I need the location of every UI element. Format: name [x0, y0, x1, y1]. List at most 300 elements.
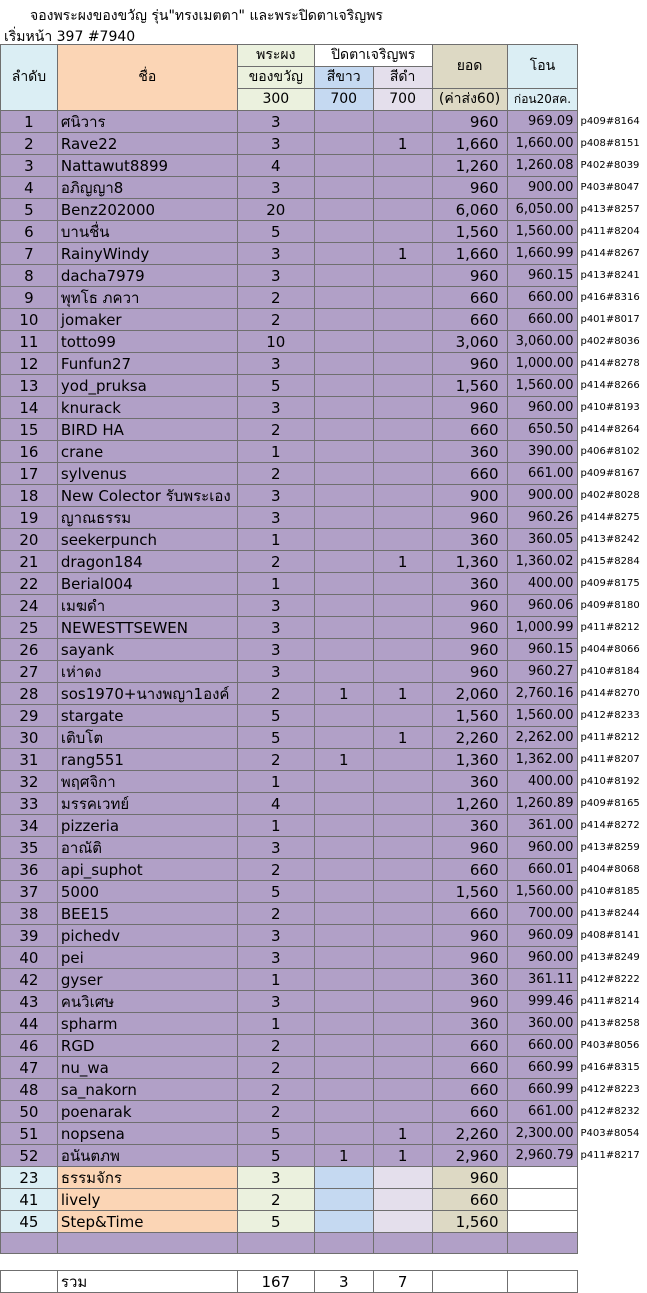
cell-name[interactable]: ศนิวาร — [57, 111, 237, 133]
cell-name[interactable]: nu_wa — [57, 1057, 237, 1079]
cell-paid[interactable]: 960.15 — [507, 639, 578, 661]
cell-phra[interactable]: 5 — [237, 705, 314, 727]
cell-ref[interactable]: p413#8249 — [578, 947, 647, 969]
cell-ref[interactable]: p414#8266 — [578, 375, 647, 397]
cell-khao[interactable] — [314, 463, 373, 485]
cell-phra[interactable]: 5 — [237, 221, 314, 243]
cell-no[interactable]: 21 — [1, 551, 58, 573]
cell-no[interactable]: 7 — [1, 243, 58, 265]
cell-ref[interactable]: p408#8141 — [578, 925, 647, 947]
cell-ref[interactable]: P403#8056 — [578, 1035, 647, 1057]
cell-dam[interactable] — [373, 265, 432, 287]
cell-dam[interactable] — [373, 1189, 432, 1211]
cell-ref[interactable]: p416#8315 — [578, 1057, 647, 1079]
blank-ref[interactable] — [578, 1233, 647, 1254]
cell-khao[interactable] — [314, 1013, 373, 1035]
cell-name[interactable]: dragon184 — [57, 551, 237, 573]
cell-phra[interactable]: 2 — [237, 749, 314, 771]
cell-paid[interactable]: 900.00 — [507, 177, 578, 199]
cell-phra[interactable]: 2 — [237, 551, 314, 573]
cell-dam[interactable] — [373, 925, 432, 947]
cell-paid[interactable]: 361.11 — [507, 969, 578, 991]
cell-ref[interactable]: p415#8284 — [578, 551, 647, 573]
cell-khao[interactable] — [314, 661, 373, 683]
cell-paid[interactable]: 660.01 — [507, 859, 578, 881]
cell-khao[interactable] — [314, 265, 373, 287]
cell-name[interactable]: เห่าดง — [57, 661, 237, 683]
cell-no[interactable]: 45 — [1, 1211, 58, 1233]
cell-khao[interactable]: 1 — [314, 683, 373, 705]
cell-no[interactable]: 28 — [1, 683, 58, 705]
cell-phra[interactable]: 1 — [237, 573, 314, 595]
cell-phra[interactable]: 3 — [237, 991, 314, 1013]
cell-yod[interactable]: 660 — [432, 1101, 507, 1123]
cell-dam[interactable] — [373, 793, 432, 815]
cell-phra[interactable]: 3 — [237, 661, 314, 683]
cell-paid[interactable] — [507, 1211, 578, 1233]
cell-no[interactable]: 36 — [1, 859, 58, 881]
cell-paid[interactable]: 1,260.89 — [507, 793, 578, 815]
cell-paid[interactable]: 660.00 — [507, 287, 578, 309]
cell-name[interactable]: seekerpunch — [57, 529, 237, 551]
cell-khao[interactable] — [314, 309, 373, 331]
cell-phra[interactable]: 3 — [237, 243, 314, 265]
cell-paid[interactable]: 960.27 — [507, 661, 578, 683]
cell-paid[interactable]: 700.00 — [507, 903, 578, 925]
cell-dam[interactable] — [373, 595, 432, 617]
cell-yod[interactable]: 660 — [432, 309, 507, 331]
cell-name[interactable]: New Colector รับพระเอง — [57, 485, 237, 507]
cell-ref[interactable] — [578, 1189, 647, 1211]
cell-ref[interactable]: p413#8257 — [578, 199, 647, 221]
cell-name[interactable]: Funfun27 — [57, 353, 237, 375]
cell-dam[interactable] — [373, 221, 432, 243]
cell-yod[interactable]: 6,060 — [432, 199, 507, 221]
cell-paid[interactable]: 400.00 — [507, 573, 578, 595]
cell-khao[interactable] — [314, 991, 373, 1013]
cell-khao[interactable] — [314, 397, 373, 419]
cell-yod[interactable]: 1,360 — [432, 551, 507, 573]
cell-name[interactable]: มรรคเวทย์ — [57, 793, 237, 815]
cell-paid[interactable]: 1,560.00 — [507, 705, 578, 727]
cell-paid[interactable]: 960.09 — [507, 925, 578, 947]
cell-paid[interactable]: 2,760.16 — [507, 683, 578, 705]
cell-yod[interactable]: 960 — [432, 991, 507, 1013]
cell-paid[interactable]: 360.05 — [507, 529, 578, 551]
cell-phra[interactable]: 3 — [237, 265, 314, 287]
blank-cell[interactable] — [57, 1233, 237, 1254]
cell-no[interactable]: 32 — [1, 771, 58, 793]
cell-no[interactable]: 26 — [1, 639, 58, 661]
cell-paid[interactable]: 960.26 — [507, 507, 578, 529]
cell-phra[interactable]: 4 — [237, 155, 314, 177]
cell-yod[interactable]: 360 — [432, 529, 507, 551]
cell-yod[interactable]: 2,260 — [432, 1123, 507, 1145]
cell-khao[interactable] — [314, 771, 373, 793]
cell-name[interactable]: Benz202000 — [57, 199, 237, 221]
cell-khao[interactable] — [314, 111, 373, 133]
cell-name[interactable]: totto99 — [57, 331, 237, 353]
cell-khao[interactable] — [314, 595, 373, 617]
cell-no[interactable]: 42 — [1, 969, 58, 991]
cell-dam[interactable] — [373, 837, 432, 859]
cell-no[interactable]: 46 — [1, 1035, 58, 1057]
cell-khao[interactable] — [314, 485, 373, 507]
cell-phra[interactable]: 2 — [237, 309, 314, 331]
header-no[interactable]: ลำดับ — [1, 45, 58, 111]
cell-no[interactable]: 44 — [1, 1013, 58, 1035]
cell-no[interactable]: 10 — [1, 309, 58, 331]
cell-no[interactable]: 13 — [1, 375, 58, 397]
cell-no[interactable]: 22 — [1, 573, 58, 595]
cell-phra[interactable]: 20 — [237, 199, 314, 221]
total-khao[interactable]: 3 — [314, 1271, 373, 1293]
cell-name[interactable]: crane — [57, 441, 237, 463]
cell-no[interactable]: 37 — [1, 881, 58, 903]
cell-name[interactable]: อาณัติ — [57, 837, 237, 859]
cell-khao[interactable] — [314, 969, 373, 991]
cell-no[interactable]: 33 — [1, 793, 58, 815]
cell-name[interactable]: RGD — [57, 1035, 237, 1057]
cell-dam[interactable] — [373, 947, 432, 969]
cell-yod[interactable]: 960 — [432, 947, 507, 969]
cell-yod[interactable]: 660 — [432, 859, 507, 881]
cell-paid[interactable]: 960.06 — [507, 595, 578, 617]
cell-no[interactable]: 15 — [1, 419, 58, 441]
cell-yod[interactable]: 1,560 — [432, 881, 507, 903]
cell-name[interactable]: RainyWindy — [57, 243, 237, 265]
cell-dam[interactable] — [373, 529, 432, 551]
cell-yod[interactable]: 660 — [432, 1189, 507, 1211]
cell-name[interactable]: บานชื่น — [57, 221, 237, 243]
cell-dam[interactable] — [373, 749, 432, 771]
cell-khao[interactable] — [314, 1211, 373, 1233]
cell-ref[interactable]: p413#8244 — [578, 903, 647, 925]
cell-paid[interactable]: 960.00 — [507, 837, 578, 859]
cell-no[interactable]: 4 — [1, 177, 58, 199]
cell-dam[interactable] — [373, 1079, 432, 1101]
cell-khao[interactable]: 1 — [314, 749, 373, 771]
cell-no[interactable]: 41 — [1, 1189, 58, 1211]
cell-phra[interactable]: 1 — [237, 1013, 314, 1035]
cell-paid[interactable]: 900.00 — [507, 485, 578, 507]
cell-yod[interactable]: 1,560 — [432, 705, 507, 727]
cell-dam[interactable]: 1 — [373, 727, 432, 749]
cell-name[interactable]: Step&Time — [57, 1211, 237, 1233]
cell-paid[interactable]: 1,560.00 — [507, 221, 578, 243]
cell-paid[interactable]: 1,660.99 — [507, 243, 578, 265]
cell-no[interactable]: 39 — [1, 925, 58, 947]
header-yod-sub[interactable]: (ค่าส่ง60) — [432, 89, 507, 111]
cell-ref[interactable]: p409#8180 — [578, 595, 647, 617]
cell-khao[interactable] — [314, 793, 373, 815]
cell-yod[interactable]: 1,560 — [432, 1211, 507, 1233]
cell-ref[interactable]: p413#8241 — [578, 265, 647, 287]
cell-khao[interactable] — [314, 617, 373, 639]
cell-yod[interactable]: 1,260 — [432, 155, 507, 177]
cell-yod[interactable]: 1,260 — [432, 793, 507, 815]
cell-paid[interactable]: 660.99 — [507, 1057, 578, 1079]
cell-no[interactable]: 27 — [1, 661, 58, 683]
cell-no[interactable]: 30 — [1, 727, 58, 749]
cell-yod[interactable]: 960 — [432, 1167, 507, 1189]
cell-name[interactable]: sayank — [57, 639, 237, 661]
cell-phra[interactable]: 2 — [237, 1101, 314, 1123]
cell-khao[interactable] — [314, 507, 373, 529]
cell-yod[interactable]: 960 — [432, 595, 507, 617]
cell-name[interactable]: api_suphot — [57, 859, 237, 881]
header-yod[interactable]: ยอด — [432, 45, 507, 89]
cell-yod[interactable]: 1,360 — [432, 749, 507, 771]
cell-phra[interactable]: 5 — [237, 727, 314, 749]
cell-phra[interactable]: 1 — [237, 771, 314, 793]
total-yod[interactable] — [432, 1271, 507, 1293]
cell-khao[interactable] — [314, 947, 373, 969]
cell-ref[interactable]: p410#8193 — [578, 397, 647, 419]
cell-name[interactable]: pizzeria — [57, 815, 237, 837]
cell-ref[interactable]: p416#8316 — [578, 287, 647, 309]
cell-paid[interactable]: 999.46 — [507, 991, 578, 1013]
cell-ref[interactable]: p414#8272 — [578, 815, 647, 837]
cell-yod[interactable]: 2,960 — [432, 1145, 507, 1167]
cell-name[interactable]: ญาณธรรม — [57, 507, 237, 529]
cell-no[interactable]: 16 — [1, 441, 58, 463]
cell-name[interactable]: pei — [57, 947, 237, 969]
cell-phra[interactable]: 5 — [237, 881, 314, 903]
cell-ref[interactable]: p414#8267 — [578, 243, 647, 265]
cell-dam[interactable] — [373, 419, 432, 441]
cell-ref[interactable]: p412#8223 — [578, 1079, 647, 1101]
cell-yod[interactable]: 660 — [432, 463, 507, 485]
cell-khao[interactable] — [314, 243, 373, 265]
cell-name[interactable]: BIRD HA — [57, 419, 237, 441]
cell-ref[interactable]: p410#8185 — [578, 881, 647, 903]
cell-ref[interactable]: p402#8036 — [578, 331, 647, 353]
cell-name[interactable]: pichedv — [57, 925, 237, 947]
cell-paid[interactable]: 960.15 — [507, 265, 578, 287]
cell-paid[interactable]: 400.00 — [507, 771, 578, 793]
cell-dam[interactable] — [373, 111, 432, 133]
cell-no[interactable]: 1 — [1, 111, 58, 133]
blank-cell[interactable] — [1, 1233, 58, 1254]
cell-dam[interactable] — [373, 375, 432, 397]
cell-ref[interactable]: p413#8258 — [578, 1013, 647, 1035]
cell-yod[interactable]: 660 — [432, 287, 507, 309]
blank-cell[interactable] — [237, 1233, 314, 1254]
cell-no[interactable]: 25 — [1, 617, 58, 639]
cell-phra[interactable]: 3 — [237, 837, 314, 859]
cell-paid[interactable]: 1,360.02 — [507, 551, 578, 573]
cell-dam[interactable]: 1 — [373, 1123, 432, 1145]
cell-ref[interactable]: p411#8212 — [578, 617, 647, 639]
cell-dam[interactable] — [373, 155, 432, 177]
blank-cell[interactable] — [507, 1233, 578, 1254]
cell-yod[interactable]: 660 — [432, 1079, 507, 1101]
cell-yod[interactable]: 1,560 — [432, 221, 507, 243]
cell-khao[interactable] — [314, 1167, 373, 1189]
cell-yod[interactable]: 660 — [432, 419, 507, 441]
cell-khao[interactable] — [314, 551, 373, 573]
cell-yod[interactable]: 1,660 — [432, 243, 507, 265]
cell-dam[interactable]: 1 — [373, 1145, 432, 1167]
cell-ref[interactable]: p402#8028 — [578, 485, 647, 507]
cell-phra[interactable]: 1 — [237, 441, 314, 463]
cell-phra[interactable]: 5 — [237, 1123, 314, 1145]
cell-yod[interactable]: 1,660 — [432, 133, 507, 155]
cell-dam[interactable]: 1 — [373, 243, 432, 265]
cell-dam[interactable] — [373, 881, 432, 903]
cell-phra[interactable]: 3 — [237, 639, 314, 661]
cell-khao[interactable] — [314, 727, 373, 749]
cell-no[interactable]: 2 — [1, 133, 58, 155]
cell-phra[interactable]: 3 — [237, 485, 314, 507]
total-blank[interactable] — [1, 1271, 58, 1293]
header-phra-line2[interactable]: ของขวัญ — [237, 67, 314, 89]
cell-phra[interactable]: 3 — [237, 111, 314, 133]
cell-ref[interactable]: P403#8054 — [578, 1123, 647, 1145]
cell-name[interactable]: gyser — [57, 969, 237, 991]
cell-no[interactable]: 14 — [1, 397, 58, 419]
cell-khao[interactable] — [314, 1101, 373, 1123]
cell-yod[interactable]: 960 — [432, 925, 507, 947]
cell-dam[interactable] — [373, 441, 432, 463]
cell-ref[interactable]: p411#8204 — [578, 221, 647, 243]
cell-paid[interactable]: 1,660.00 — [507, 133, 578, 155]
total-phra[interactable]: 167 — [237, 1271, 314, 1293]
cell-no[interactable]: 35 — [1, 837, 58, 859]
cell-paid[interactable]: 1,000.99 — [507, 617, 578, 639]
total-dam[interactable]: 7 — [373, 1271, 432, 1293]
cell-name[interactable]: rang551 — [57, 749, 237, 771]
cell-phra[interactable]: 1 — [237, 529, 314, 551]
cell-paid[interactable]: 2,262.00 — [507, 727, 578, 749]
cell-khao[interactable] — [314, 573, 373, 595]
cell-phra[interactable]: 2 — [237, 419, 314, 441]
cell-phra[interactable]: 2 — [237, 1057, 314, 1079]
cell-khao[interactable]: 1 — [314, 1145, 373, 1167]
cell-yod[interactable]: 960 — [432, 111, 507, 133]
cell-paid[interactable]: 969.09 — [507, 111, 578, 133]
cell-no[interactable]: 23 — [1, 1167, 58, 1189]
cell-phra[interactable]: 1 — [237, 969, 314, 991]
cell-paid[interactable]: 3,060.00 — [507, 331, 578, 353]
cell-khao[interactable] — [314, 1189, 373, 1211]
cell-khao[interactable] — [314, 815, 373, 837]
cell-dam[interactable]: 1 — [373, 551, 432, 573]
cell-khao[interactable] — [314, 1079, 373, 1101]
cell-phra[interactable]: 3 — [237, 1167, 314, 1189]
cell-paid[interactable]: 650.50 — [507, 419, 578, 441]
cell-ref[interactable]: p413#8242 — [578, 529, 647, 551]
cell-paid[interactable]: 661.00 — [507, 1101, 578, 1123]
cell-yod[interactable]: 960 — [432, 397, 507, 419]
cell-paid[interactable]: 2,960.79 — [507, 1145, 578, 1167]
cell-khao[interactable] — [314, 287, 373, 309]
cell-khao[interactable] — [314, 221, 373, 243]
cell-dam[interactable] — [373, 991, 432, 1013]
cell-yod[interactable]: 360 — [432, 573, 507, 595]
header-transfer[interactable]: โอน — [507, 45, 578, 89]
cell-phra[interactable]: 5 — [237, 1145, 314, 1167]
cell-ref[interactable]: p411#8212 — [578, 727, 647, 749]
cell-no[interactable]: 6 — [1, 221, 58, 243]
cell-no[interactable]: 18 — [1, 485, 58, 507]
cell-phra[interactable]: 3 — [237, 133, 314, 155]
cell-no[interactable]: 38 — [1, 903, 58, 925]
cell-paid[interactable]: 1,260.08 — [507, 155, 578, 177]
cell-name[interactable]: poenarak — [57, 1101, 237, 1123]
cell-no[interactable]: 50 — [1, 1101, 58, 1123]
cell-ref[interactable]: P403#8047 — [578, 177, 647, 199]
cell-no[interactable]: 48 — [1, 1079, 58, 1101]
cell-phra[interactable]: 3 — [237, 925, 314, 947]
cell-ref[interactable]: p409#8165 — [578, 793, 647, 815]
cell-paid[interactable]: 660.99 — [507, 1079, 578, 1101]
cell-name[interactable]: Nattawut8899 — [57, 155, 237, 177]
cell-phra[interactable]: 1 — [237, 815, 314, 837]
cell-dam[interactable] — [373, 1211, 432, 1233]
total-ref[interactable] — [578, 1271, 647, 1293]
cell-name[interactable]: yod_pruksa — [57, 375, 237, 397]
cell-yod[interactable]: 960 — [432, 507, 507, 529]
cell-ref[interactable]: p414#8278 — [578, 353, 647, 375]
cell-phra[interactable]: 2 — [237, 287, 314, 309]
cell-paid[interactable]: 960.00 — [507, 397, 578, 419]
cell-ref[interactable]: P402#8039 — [578, 155, 647, 177]
header-dam[interactable]: สีดำ — [373, 67, 432, 89]
cell-name[interactable]: spharm — [57, 1013, 237, 1035]
cell-yod[interactable]: 900 — [432, 485, 507, 507]
cell-no[interactable]: 29 — [1, 705, 58, 727]
cell-ref[interactable]: p404#8066 — [578, 639, 647, 661]
cell-dam[interactable] — [373, 903, 432, 925]
cell-ref[interactable]: p410#8184 — [578, 661, 647, 683]
header-khao-price[interactable]: 700 — [314, 89, 373, 111]
header-khao[interactable]: สีขาว — [314, 67, 373, 89]
header-pidta[interactable]: ปิดตาเจริญพร — [314, 45, 432, 67]
cell-name[interactable]: Berial004 — [57, 573, 237, 595]
cell-dam[interactable] — [373, 485, 432, 507]
cell-phra[interactable]: 5 — [237, 1211, 314, 1233]
cell-paid[interactable]: 361.00 — [507, 815, 578, 837]
cell-ref[interactable]: p414#8270 — [578, 683, 647, 705]
cell-phra[interactable]: 3 — [237, 397, 314, 419]
cell-dam[interactable] — [373, 1101, 432, 1123]
cell-yod[interactable]: 960 — [432, 353, 507, 375]
cell-no[interactable]: 20 — [1, 529, 58, 551]
header-name[interactable]: ชื่อ — [57, 45, 237, 111]
cell-ref[interactable]: p411#8207 — [578, 749, 647, 771]
cell-phra[interactable]: 2 — [237, 859, 314, 881]
cell-yod[interactable]: 2,060 — [432, 683, 507, 705]
cell-no[interactable]: 8 — [1, 265, 58, 287]
cell-ref[interactable] — [578, 1211, 647, 1233]
blank-cell[interactable] — [373, 1233, 432, 1254]
cell-dam[interactable]: 1 — [373, 683, 432, 705]
cell-name[interactable]: เมฆดำ — [57, 595, 237, 617]
header-phra-price[interactable]: 300 — [237, 89, 314, 111]
cell-paid[interactable]: 1,560.00 — [507, 375, 578, 397]
cell-yod[interactable]: 960 — [432, 837, 507, 859]
cell-no[interactable]: 19 — [1, 507, 58, 529]
cell-name[interactable]: เติบโต — [57, 727, 237, 749]
cell-dam[interactable] — [373, 397, 432, 419]
cell-dam[interactable] — [373, 617, 432, 639]
blank-cell[interactable] — [432, 1233, 507, 1254]
cell-dam[interactable] — [373, 815, 432, 837]
cell-paid[interactable] — [507, 1189, 578, 1211]
cell-name[interactable]: dacha7979 — [57, 265, 237, 287]
